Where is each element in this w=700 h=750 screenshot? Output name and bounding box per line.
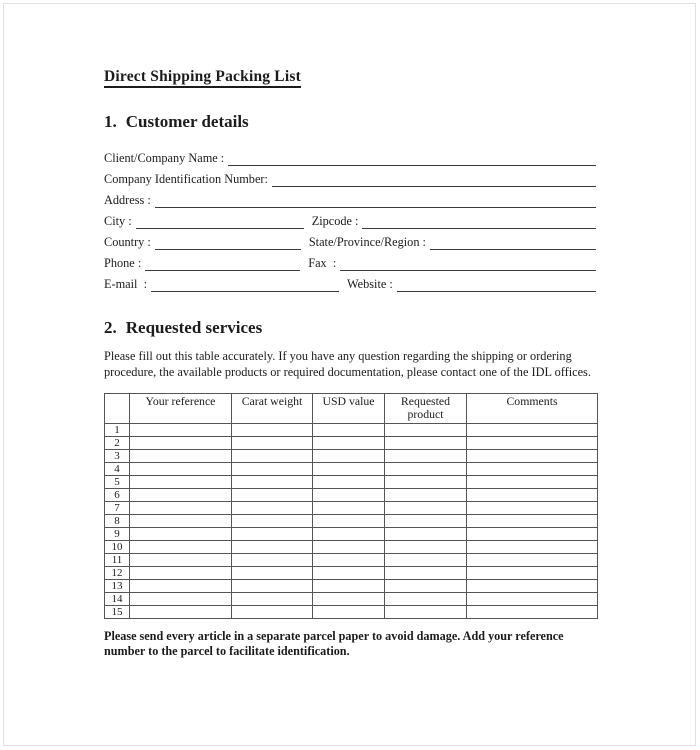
empty-data-cell — [232, 424, 313, 437]
empty-data-cell — [130, 515, 232, 528]
empty-data-cell — [467, 437, 598, 450]
form-field-row — [104, 271, 596, 292]
empty-data-cell — [313, 515, 385, 528]
empty-data-cell — [385, 528, 467, 541]
empty-data-cell — [130, 554, 232, 567]
form-field-row — [104, 208, 596, 229]
field-blank-line — [272, 173, 596, 187]
section-services-number: 2. — [104, 318, 117, 337]
field-label: City : — [104, 214, 132, 228]
empty-data-cell — [467, 593, 598, 606]
empty-data-cell — [467, 489, 598, 502]
empty-data-cell — [313, 554, 385, 567]
empty-data-cell — [232, 606, 313, 619]
empty-data-cell — [130, 502, 232, 515]
form-field-row — [104, 166, 596, 187]
table-header-row — [105, 394, 598, 424]
empty-data-cell — [385, 541, 467, 554]
field-blank-line — [155, 236, 301, 250]
empty-data-cell — [130, 424, 232, 437]
table-row — [105, 437, 598, 450]
empty-data-cell — [467, 528, 598, 541]
document-page — [3, 3, 696, 746]
empty-data-cell — [130, 528, 232, 541]
empty-data-cell — [232, 450, 313, 463]
empty-data-cell — [232, 437, 313, 450]
empty-data-cell — [385, 476, 467, 489]
section-customer-heading — [104, 112, 596, 132]
field-blank-line — [145, 257, 300, 271]
empty-data-cell — [467, 606, 598, 619]
services-note: Please fill out this table accurately. If you have any question regarding the shipping or ordering procedure, the available products or required documentation, please contact one of the IDL offices. — [104, 349, 591, 379]
form-field-row — [104, 145, 596, 166]
row-number-cell: 11 — [105, 554, 130, 567]
field-label: Company Identification Number: — [104, 172, 268, 186]
empty-data-cell — [313, 541, 385, 554]
empty-data-cell — [467, 541, 598, 554]
empty-data-cell — [313, 606, 385, 619]
empty-data-cell — [313, 476, 385, 489]
empty-data-cell — [385, 502, 467, 515]
empty-data-cell — [467, 515, 598, 528]
empty-data-cell — [313, 593, 385, 606]
row-number-cell: 2 — [105, 437, 130, 450]
empty-data-cell — [385, 580, 467, 593]
empty-data-cell — [467, 502, 598, 515]
field-label: Website : — [347, 277, 393, 291]
empty-data-cell — [313, 424, 385, 437]
empty-data-cell — [385, 606, 467, 619]
field-blank-line — [228, 152, 596, 166]
field-blank-line — [155, 194, 596, 208]
row-number-cell: 12 — [105, 567, 130, 580]
table-row — [105, 554, 598, 567]
table-header-cell: USD value — [313, 394, 385, 424]
empty-data-cell — [130, 606, 232, 619]
empty-data-cell — [232, 476, 313, 489]
table-header-cell: Your reference — [130, 394, 232, 424]
empty-data-cell — [130, 450, 232, 463]
document-title-text: Direct Shipping Packing List — [104, 68, 301, 88]
field-blank-line — [136, 215, 304, 229]
row-number-cell: 6 — [105, 489, 130, 502]
form-field-row — [104, 250, 596, 271]
empty-data-cell — [313, 437, 385, 450]
row-number-cell: 4 — [105, 463, 130, 476]
row-number-cell: 9 — [105, 528, 130, 541]
table-row — [105, 515, 598, 528]
document-title — [104, 68, 596, 86]
empty-data-cell — [467, 554, 598, 567]
row-number-cell: 10 — [105, 541, 130, 554]
services-table — [104, 393, 598, 619]
empty-data-cell — [467, 567, 598, 580]
empty-data-cell — [385, 489, 467, 502]
table-row — [105, 463, 598, 476]
table-row — [105, 593, 598, 606]
empty-data-cell — [467, 424, 598, 437]
empty-data-cell — [130, 541, 232, 554]
empty-data-cell — [232, 580, 313, 593]
table-row — [105, 424, 598, 437]
row-number-cell: 3 — [105, 450, 130, 463]
empty-data-cell — [232, 463, 313, 476]
empty-data-cell — [130, 489, 232, 502]
empty-data-cell — [232, 593, 313, 606]
section-services-heading — [104, 318, 596, 338]
customer-fields — [104, 145, 596, 292]
document-content — [104, 68, 596, 659]
table-row — [105, 541, 598, 554]
empty-data-cell — [313, 502, 385, 515]
row-number-cell: 8 — [105, 515, 130, 528]
row-number-cell: 15 — [105, 606, 130, 619]
table-row — [105, 476, 598, 489]
empty-data-cell — [232, 528, 313, 541]
empty-data-cell — [313, 528, 385, 541]
empty-data-cell — [313, 580, 385, 593]
field-blank-line — [151, 278, 339, 292]
empty-data-cell — [313, 567, 385, 580]
table-header-cell — [105, 394, 130, 424]
field-label: Address : — [104, 193, 151, 207]
empty-data-cell — [232, 489, 313, 502]
empty-data-cell — [385, 515, 467, 528]
empty-data-cell — [467, 580, 598, 593]
table-row — [105, 528, 598, 541]
row-number-cell: 14 — [105, 593, 130, 606]
empty-data-cell — [313, 463, 385, 476]
empty-data-cell — [385, 567, 467, 580]
empty-data-cell — [130, 580, 232, 593]
table-row — [105, 567, 598, 580]
row-number-cell: 1 — [105, 424, 130, 437]
empty-data-cell — [232, 541, 313, 554]
empty-data-cell — [467, 476, 598, 489]
field-blank-line — [430, 236, 596, 250]
empty-data-cell — [130, 593, 232, 606]
table-row — [105, 580, 598, 593]
form-field-row — [104, 229, 596, 250]
empty-data-cell — [232, 502, 313, 515]
empty-data-cell — [313, 450, 385, 463]
row-number-cell: 5 — [105, 476, 130, 489]
section-customer-title: Customer details — [125, 112, 249, 131]
field-label: Fax : — [308, 256, 337, 270]
empty-data-cell — [130, 437, 232, 450]
field-label: Client/Company Name : — [104, 151, 225, 165]
table-header-cell: Carat weight — [232, 394, 313, 424]
section-customer-number: 1. — [104, 112, 117, 131]
field-blank-line — [340, 257, 596, 271]
table-row — [105, 606, 598, 619]
table-row — [105, 502, 598, 515]
field-label: E-mail : — [104, 277, 148, 291]
row-number-cell: 13 — [105, 580, 130, 593]
section-services-title: Requested services — [125, 318, 263, 337]
empty-data-cell — [232, 515, 313, 528]
empty-data-cell — [385, 450, 467, 463]
field-blank-line — [362, 215, 596, 229]
field-label: Zipcode : — [311, 214, 359, 228]
empty-data-cell — [313, 489, 385, 502]
empty-data-cell — [467, 450, 598, 463]
field-label: Country : — [104, 235, 151, 249]
field-label: State/Province/Region : — [308, 235, 426, 249]
table-row — [105, 489, 598, 502]
empty-data-cell — [385, 424, 467, 437]
empty-data-cell — [385, 463, 467, 476]
field-label: Phone : — [104, 256, 142, 270]
empty-data-cell — [467, 463, 598, 476]
empty-data-cell — [232, 554, 313, 567]
empty-data-cell — [130, 476, 232, 489]
table-row — [105, 450, 598, 463]
empty-data-cell — [385, 554, 467, 567]
field-blank-line — [397, 278, 596, 292]
empty-data-cell — [130, 463, 232, 476]
footer-note: Please send every article in a separate parcel paper to avoid damage. Add your reference number to the parcel to facilitate identification. — [104, 629, 564, 658]
empty-data-cell — [385, 437, 467, 450]
table-header-cell: Comments — [467, 394, 598, 424]
empty-data-cell — [232, 567, 313, 580]
row-number-cell: 7 — [105, 502, 130, 515]
empty-data-cell — [130, 567, 232, 580]
table-header-cell: Requested product — [385, 394, 467, 424]
empty-data-cell — [385, 593, 467, 606]
form-field-row — [104, 187, 596, 208]
